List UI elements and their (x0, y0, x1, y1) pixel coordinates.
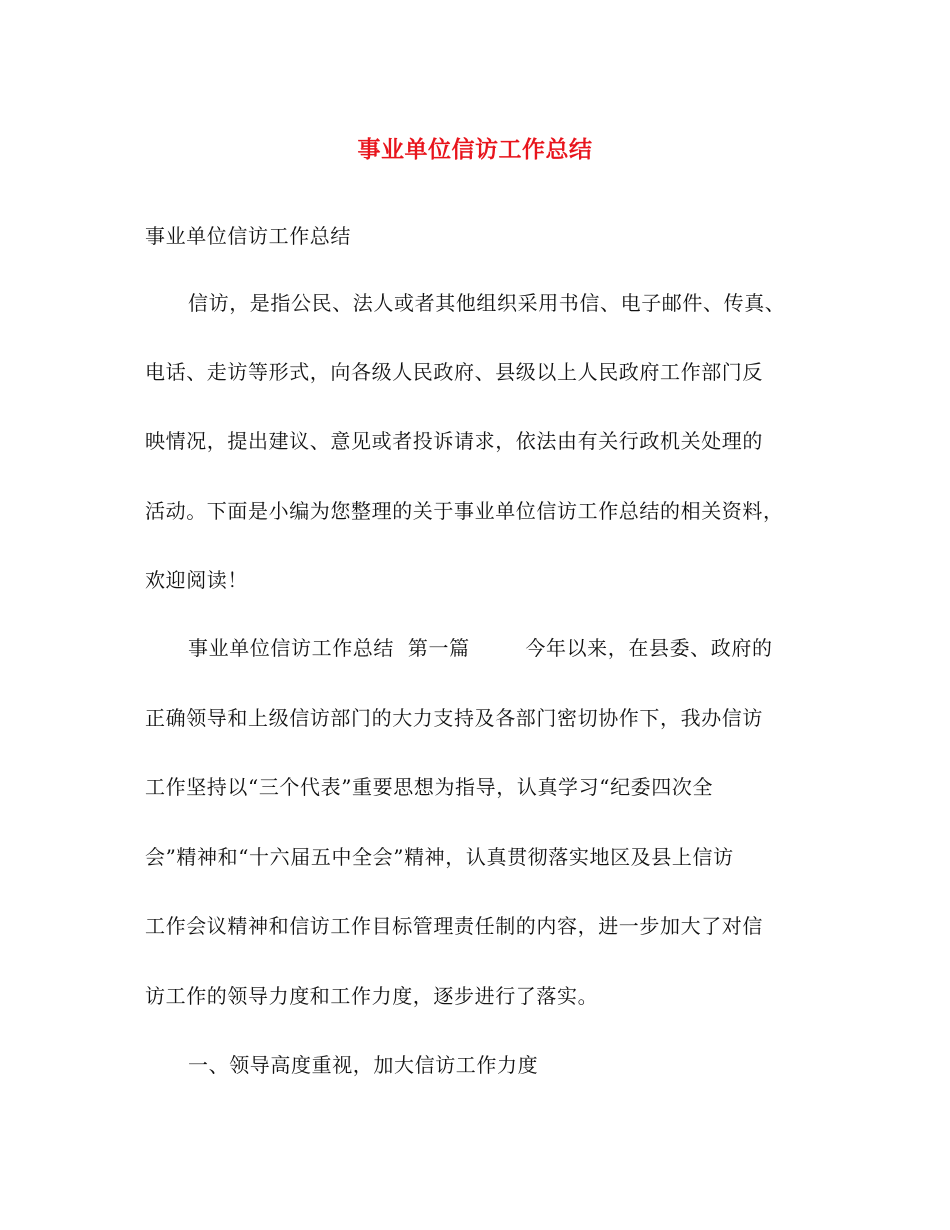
paragraph-line-7: 正确领导和上级信访部门的大力支持及各部门密切协作下，我办信访 (145, 706, 763, 730)
section-subheading: 一、领导高度重视，加大信访工作力度 (188, 1053, 539, 1077)
paragraph-line-10: 工作会议精神和信访工作目标管理责任制的内容，进一步加大了对信 (145, 914, 763, 938)
document-subtitle: 事业单位信访工作总结 (145, 224, 351, 248)
paragraph-line-8: 工作坚持以“三个代表”重要思想为指导，认真学习“纪委四次全 (145, 775, 714, 799)
paragraph-line-9: 会”精神和“十六届五中全会”精神，认真贯彻落实地区及县上信访 (145, 845, 734, 869)
paragraph-line-5: 欢迎阅读！ (145, 568, 248, 592)
document-title: 事业单位信访工作总结 (357, 136, 593, 163)
paragraph-line-2: 电话、走访等形式，向各级人民政府、县级以上人民政府工作部门反 (145, 360, 763, 384)
paragraph-line-4: 活动。下面是小编为您整理的关于事业单位信访工作总结的相关资料， (145, 499, 784, 523)
section-heading-line: 事业单位信访工作总结 第一篇 今年以来，在县委、政府的 (188, 636, 773, 660)
paragraph-line-11: 访工作的领导力度和工作力度，逐步进行了落实。 (145, 984, 599, 1008)
paragraph-line-3: 映情况，提出建议、意见或者投诉请求，依法由有关行政机关处理的 (145, 429, 763, 453)
paragraph-line-1: 信访，是指公民、法人或者其他组织采用书信、电子邮件、传真、 (188, 291, 786, 315)
